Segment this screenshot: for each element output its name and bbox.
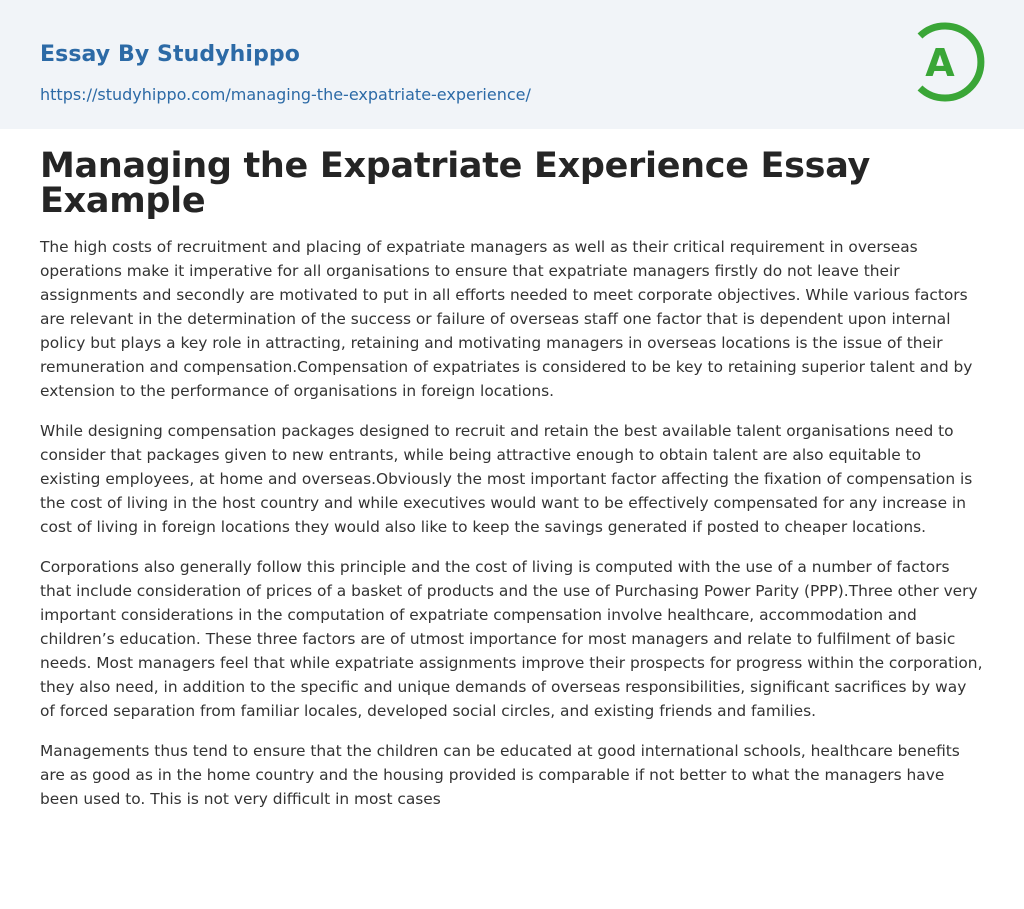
article-paragraph-1: The high costs of recruitment and placing of expatriate managers as well as their critical requirement in overseas operations make it imperative for all organisations to ensure that expatriate managers firstly do not leave their assignments and secondly are motivated to put in all efforts needed to meet corporate objectives. While various factors are relevant in the determination of the success or failure of overseas staff one factor that is dependent upon internal policy but plays a key role in attracting, retaining and motivating managers in overseas locations is the issue of their remuneration and compensation.Compensation of expatriates is considered to be key to retaining superior talent and by extension to the performance of organisations in foreign locations.: [40, 238, 973, 400]
article-content: [0, 129, 1024, 811]
article-paragraph-4: Managements thus tend to ensure that the children can be educated at good international schools, healthcare benefits are as good as in the home country and the housing provided is comparable if not better to what the managers have been used to. This is not very difficult in most cases: [40, 742, 960, 808]
article-title: Managing the Expatriate Experience Essay Example: [40, 146, 870, 221]
site-header: [0, 0, 1024, 129]
brand-title[interactable]: Essay By Studyhippo: [40, 42, 300, 67]
logo-letter: A: [925, 41, 955, 85]
studyhippo-logo-icon[interactable]: [908, 18, 988, 106]
article-paragraph-3: Corporations also generally follow this principle and the cost of living is computed with the use of a number of factors that include consideration of prices of a basket of products and the use of Purchasing Power Parity (PPP).Three other very important considerations in the computation of expatriate compensation involve healthcare, accommodation and children’s education. These three factors are of utmost importance for most managers and relate to fulfilment of basic needs. Most managers feel that while expatriate assignments improve their prospects for progress within the corporation, they also need, in addition to the specific and unique demands of overseas responsibilities, significant sacrifices by way of forced separation from familiar locales, developed social circles, and existing friends and families.: [40, 558, 983, 720]
article-url-link[interactable]: https://studyhippo.com/managing-the-expatriate-experience/: [40, 85, 531, 104]
article-paragraph-2: While designing compensation packages designed to recruit and retain the best available talent organisations need to consider that packages given to new entrants, while being attractive enough to obtain talent are also equitable to existing employees, at home and overseas.Obviously the most important factor affecting the fixation of compensation is the cost of living in the host country and while executives would want to be effectively compensated for any increase in cost of living in foreign locations they would also like to keep the savings generated if posted to cheaper locations.: [40, 422, 973, 536]
